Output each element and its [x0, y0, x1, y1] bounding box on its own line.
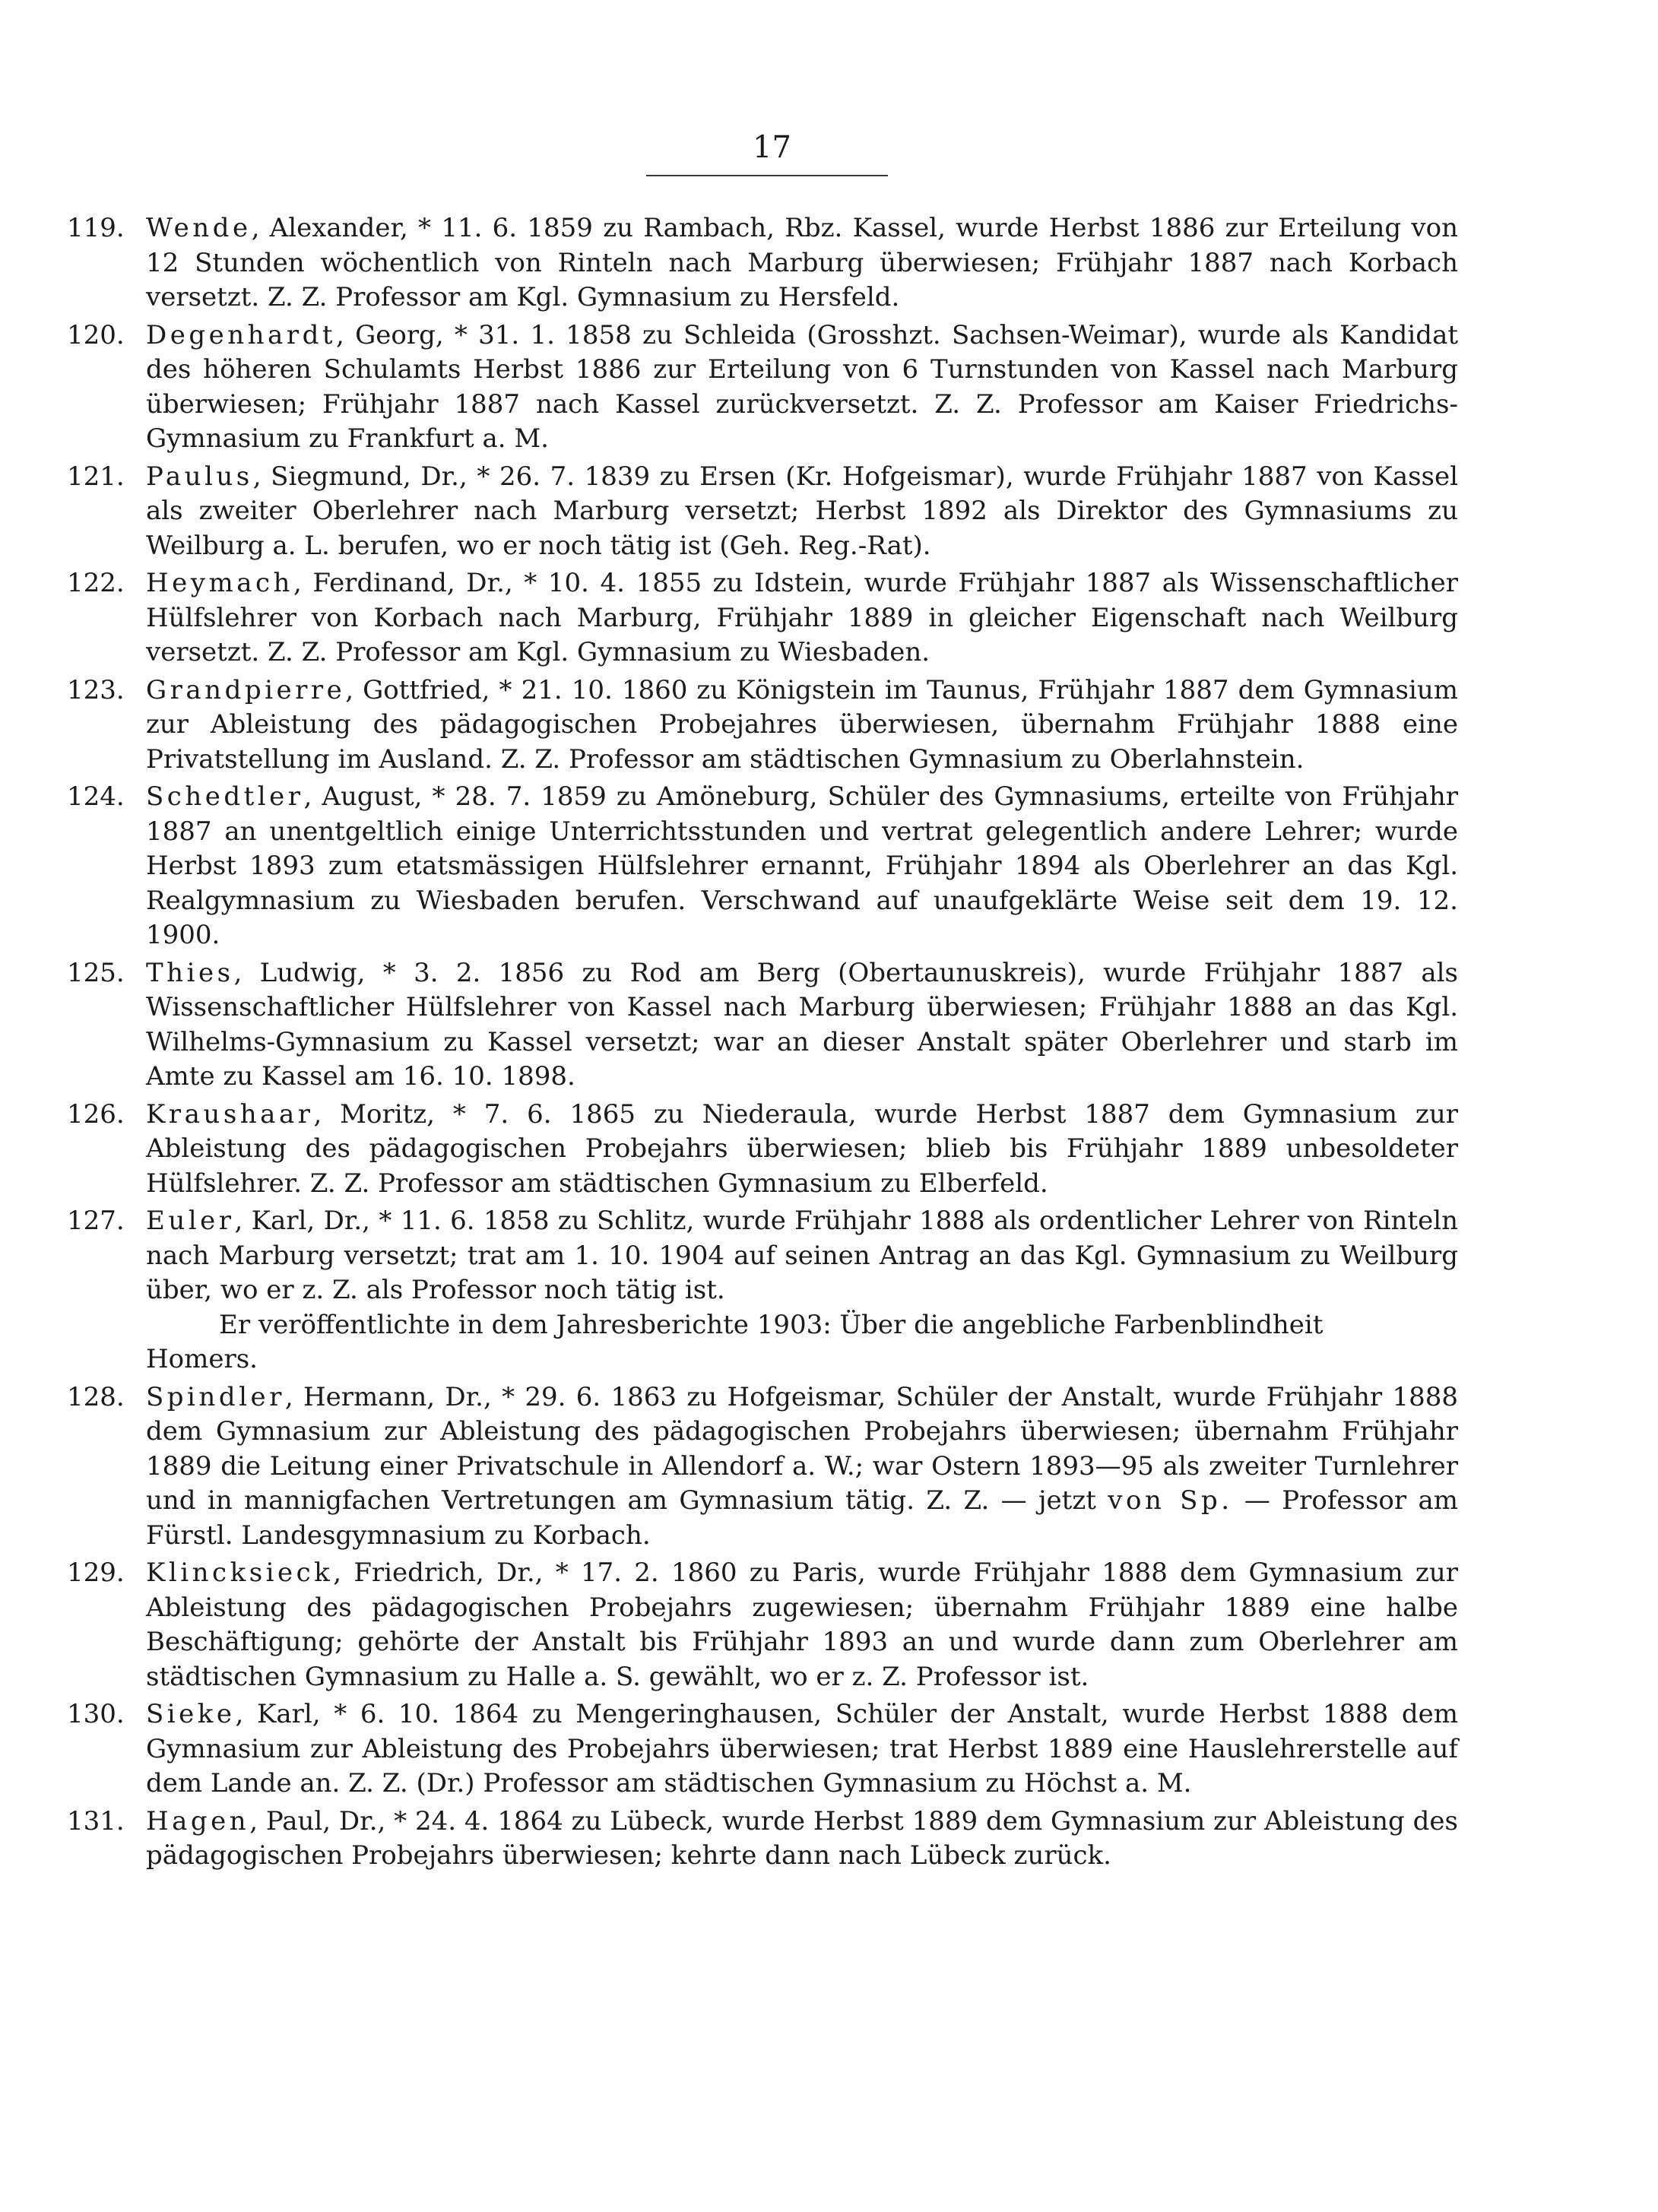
- entry-description: , Ludwig, * 3. 2. 1856 zu Rod am Berg (Obertaunuskreis), wurde Frühjahr 1887 als Wissenschaftlicher Hülfslehrer von Kassel nach Marburg überwiesen; Frühjahr 1888 an das Kgl. Wilhelms-Gymnasium zu Kassel versetzt; war an dieser Anstalt später Oberlehrer und starb im Amte zu Kassel am 16. 10. 1898.: [146, 957, 1458, 1092]
- entry-name: Heymach: [146, 568, 293, 598]
- entry-text: [146, 1556, 1458, 1694]
- list-item: [67, 460, 1458, 564]
- list-item: [67, 1805, 1458, 1874]
- entry-number: 123.: [67, 674, 125, 705]
- list-item: [67, 1556, 1458, 1694]
- entry-description: , Friedrich, Dr., * 17. 2. 1860 zu Paris, wurde Frühjahr 1888 dem Gymnasium zur Ableistung des pädagogischen Probejahrs zugewiesen; übernahm Frühjahr 1889 eine halbe Beschäftigung; gehörte der Anstalt bis Frühjahr 1893 an und wurde dann zum Oberlehrer am städtischen Gymnasium zu Halle a. S. gewählt, wo er z. Z. Professor ist.: [146, 1558, 1458, 1692]
- entry-number: 125.: [67, 957, 125, 988]
- entry-number: 124.: [67, 781, 125, 812]
- entry-list: [67, 211, 1458, 1877]
- entry-name: Klincksieck: [146, 1558, 334, 1588]
- list-item: [67, 566, 1458, 670]
- entry-number: 126.: [67, 1098, 125, 1130]
- entry-description: , August, * 28. 7. 1859 zu Amöneburg, Schüler des Gymnasiums, erteilte von Frühjahr 1887 an unentgeltlich einige Unterrichtsstunden und vertrat gelegentlich andere Lehrer; wurde Herbst 1893 zum etatsmässigen Hülfslehrer ernannt, Frühjahr 1894 als Oberlehrer an das Kgl. Realgymnasium zu Wiesbaden berufen. Verschwand auf unaufgeklärte Weise seit dem 19. 12. 1900.: [146, 781, 1458, 950]
- entry-text: [146, 673, 1458, 778]
- entry-number: 121.: [67, 461, 125, 492]
- list-item: [67, 780, 1458, 953]
- entry-description: , Ferdinand, Dr., * 10. 4. 1855 zu Idstein, wurde Frühjahr 1887 als Wissenschaftlicher Hülfslehrer von Korbach nach Marburg, Frühjahr 1889 in gleicher Eigenschaft nach Weilburg versetzt. Z. Z. Professor am Kgl. Gymnasium zu Wiesbaden.: [146, 568, 1458, 667]
- list-item: [67, 956, 1458, 1095]
- entry-name: Paulus: [146, 461, 253, 492]
- entry-name: Euler: [146, 1206, 235, 1236]
- entry-description: , Hermann, Dr., * 29. 6. 1863 zu Hofgeismar, Schüler der Anstalt, wurde Frühjahr 1888 dem Gymnasium zur Ableistung des pädagogischen Probejahrs überwiesen; übernahm Frühjahr 1889 die Leitung einer Privatschule in Allendorf a. W.; war Ostern 1893—95 als zweiter Turnlehrer und in mannigfachen Vertretungen am Gymnasium tätig. Z. Z. — jetzt: [146, 1381, 1458, 1516]
- entry-name: Grandpierre: [146, 674, 346, 705]
- list-item: [67, 318, 1458, 457]
- entry-description: , Karl, Dr., * 11. 6. 1858 zu Schlitz, wurde Frühjahr 1888 als ordentlicher Lehrer von Rinteln nach Marburg versetzt; trat am 1. 10. 1904 auf seinen Antrag an das Kgl. Gymnasium zu Weilburg über, wo er z. Z. als Professor noch tätig ist.: [146, 1206, 1458, 1305]
- entry-description: , Georg, * 31. 1. 1858 zu Schleida (Grosshzt. Sachsen-Weimar), wurde als Kandidat des höheren Schulamts Herbst 1886 zur Erteilung von 6 Turnstunden von Kassel nach Marburg überwiesen; Frühjahr 1887 nach Kassel zurückversetzt. Z. Z. Professor am Kaiser Friedrichs-Gymnasium zu Frankfurt a. M.: [146, 319, 1458, 454]
- entry-description: , Moritz, * 7. 6. 1865 zu Niederaula, wurde Herbst 1887 dem Gymnasium zur Ableistung des pädagogischen Probejahrs überwiesen; blieb bis Frühjahr 1889 unbesoldeter Hülfslehrer. Z. Z. Professor am städtischen Gymnasium zu Elberfeld.: [146, 1098, 1458, 1199]
- entry-number: 119.: [67, 213, 125, 243]
- entry-number: 129.: [67, 1558, 125, 1588]
- entry-description-end: — Professor am Fürstl. Landesgymnasium zu Korbach.: [146, 1485, 1458, 1551]
- page-number: 17: [753, 130, 791, 165]
- entry-number: 122.: [67, 568, 125, 598]
- entry-number: 128.: [67, 1381, 125, 1412]
- entry-text: [146, 566, 1458, 670]
- entry-name: Wende: [146, 213, 252, 243]
- header-rule: [646, 175, 888, 176]
- list-item: [67, 211, 1458, 315]
- entry-text: [146, 1098, 1458, 1202]
- entry-text: [146, 1805, 1458, 1874]
- entry-name: Hagen: [146, 1805, 250, 1836]
- entry-description: , Karl, * 6. 10. 1864 zu Mengeringhausen, Schüler der Anstalt, wurde Herbst 1888 dem Gymnasium zur Ableistung des Probejahrs überwiesen; trat Herbst 1889 eine Hauslehrerstelle auf dem Lande an. Z. Z. (Dr.) Professor am städtischen Gymnasium zu Höchst a. M.: [146, 1699, 1458, 1798]
- list-item: [67, 1697, 1458, 1802]
- entry-description: , Alexander, * 11. 6. 1859 zu Rambach, Rbz. Kassel, wurde Herbst 1886 zur Erteilung von 12 Stunden wöchentlich von Rinteln nach Marburg überwiesen; Frühjahr 1887 nach Korbach versetzt. Z. Z. Professor am Kgl. Gymnasium zu Hersfeld.: [146, 213, 1458, 312]
- entry-name: Degenhardt: [146, 319, 337, 350]
- entry-description: , Siegmund, Dr., * 26. 7. 1839 zu Ersen (Kr. Hofgeismar), wurde Frühjahr 1887 von Kassel als zweiter Oberlehrer nach Marburg versetzt; Herbst 1892 als Direktor des Gymnasiums zu Weilburg a. L. berufen, wo er noch tätig ist (Geh. Reg.-Rat).: [146, 461, 1458, 561]
- entry-description: , Gottfried, * 21. 10. 1860 zu Königstein im Taunus, Frühjahr 1887 dem Gymnasium zur Ableistung des pädagogischen Probejahres überwiesen, übernahm Frühjahr 1888 eine Privatstellung im Ausland. Z. Z. Professor am städtischen Gymnasium zu Oberlahnstein.: [146, 674, 1458, 775]
- entry-text: [146, 1204, 1458, 1308]
- entry-text: [146, 780, 1458, 953]
- list-item: [67, 1204, 1458, 1377]
- entry-text: [146, 1380, 1458, 1554]
- entry-name: Spindler: [146, 1381, 285, 1412]
- entry-name: Schedtler: [146, 781, 304, 812]
- entry-description: , Paul, Dr., * 24. 4. 1864 zu Lübeck, wurde Herbst 1889 dem Gymnasium zur Ableistung des pädagogischen Probejahrs überwiesen; kehrte dann nach Lübeck zurück.: [146, 1805, 1458, 1871]
- entry-extra-continuation: Homers.: [146, 1344, 258, 1374]
- entry-name: Sieke: [146, 1699, 236, 1729]
- list-item: [67, 673, 1458, 778]
- entry-text: [146, 318, 1458, 457]
- entry-extra-text: Er veröffentlichte in dem Jahresberichte 1903: Über die angebliche Farbenblindheit: [219, 1309, 1324, 1340]
- entry-number: 131.: [67, 1805, 125, 1836]
- entry-text: [146, 460, 1458, 564]
- entry-spaced-text: von Sp.: [1108, 1485, 1233, 1516]
- entry-number: 130.: [67, 1699, 125, 1729]
- entry-number: 127.: [67, 1206, 125, 1236]
- entry-name: Kraushaar: [146, 1098, 314, 1130]
- entry-name: Thies: [146, 957, 234, 988]
- entry-text: [146, 1697, 1458, 1802]
- entry-number: 120.: [67, 319, 125, 350]
- list-item: [67, 1098, 1458, 1202]
- list-item: [67, 1380, 1458, 1554]
- entry-text: [146, 956, 1458, 1095]
- entry-text: [146, 211, 1458, 315]
